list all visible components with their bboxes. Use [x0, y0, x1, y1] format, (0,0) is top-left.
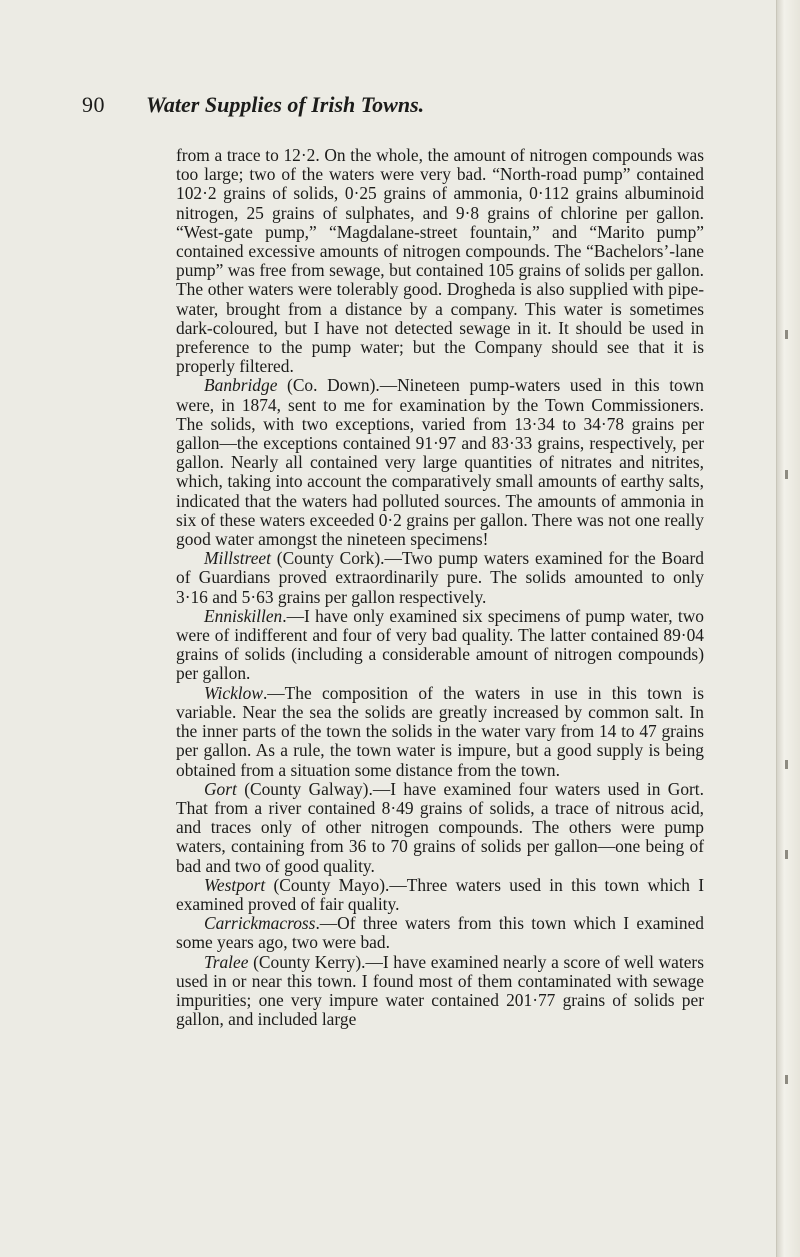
paragraph-enniskillen: Enniskillen.—I have only examined six specimens of pump water, two were of indifferent and four of very bad quality. The latter contained 89·04 grains of solids (including a considerable amount of nitrogen compounds) per gallon. — [176, 605, 704, 684]
paragraph-gort: Gort (County Galway).—I have examined four waters used in Gort. That from a river contained 8·49 grains of solids, a trace of nitrous acid, and traces only of other nitrogen compounds. The others were pump waters, containing from 36 to 70 grains of solids per gallon—one being of bad and two of good quality. — [176, 778, 704, 876]
running-title: Water Supplies of Irish Towns. — [146, 92, 425, 117]
place-name: Banbridge — [204, 375, 278, 396]
place-name: Wicklow — [204, 682, 263, 703]
place-name: Millstreet — [204, 548, 271, 569]
edge-mark — [785, 330, 788, 339]
paragraph-wicklow: Wicklow.—The composition of the waters in use in this town is variable. Near the sea the solids are greatly increased by common salt. In the inner parts of the town the solids in the water vary from 14 to 47 grains per gallon. As a rule, the town water is impure, but a good supply is being obtained from a situation some distance from the town. — [176, 682, 704, 780]
place-name: Tralee — [204, 951, 249, 972]
place-name: Carrickmacross — [204, 913, 316, 934]
edge-mark — [785, 470, 788, 479]
paragraph-millstreet: Millstreet (County Cork).—Two pump waters examined for the Board of Guardians proved extraordinarily pure. The solids amounted to only 3·16 and 5·63 grains per gallon respectively. — [176, 548, 704, 607]
adjacent-page-edge — [776, 0, 800, 1257]
place-name: Gort — [204, 778, 237, 799]
paragraph-westport: Westport (County Mayo).—Three waters used in this town which I examined proved of fair quality. — [176, 874, 704, 914]
paragraph-tralee: Tralee (County Kerry).—I have examined nearly a score of well waters used in or near this town. I found most of them contaminated with sewage impurities; one very impure water contained 201·77 grains of solids per gallon, and included large — [176, 951, 704, 1030]
paragraph-carrickmacross: Carrickmacross.—Of three waters from this town which I examined some years ago, two were bad. — [176, 913, 704, 953]
edge-mark — [785, 1075, 788, 1084]
edge-mark — [785, 760, 788, 769]
page-header — [82, 92, 682, 132]
paragraph-banbridge: Banbridge (Co. Down).—Nineteen pump-waters used in this town were, in 1874, sent to me for examination by the Town Commissioners. The solids, with two exceptions, varied from 13·34 to 34·78 grains per gallon—the exceptions contained 91·97 and 83·33 grains, respectively, per gallon. Nearly all contained very large quantities of nitrates and nitrites, which, taking into account the comparatively small amounts of earthy salts, indicated that the waters had polluted sources. The amounts of ammonia in six of these waters exceeded 0·2 grains per gallon. There was not one really good water amongst the nineteen specimens! — [176, 375, 704, 550]
paragraph-drogheda-continued: from a trace to 12·2. On the whole, the amount of nitrogen compounds was too large; two of the waters were very bad. “North-road pump” contained 102·2 grains of solids, 0·25 grains of ammonia, 0·112 grains albuminoid nitrogen, 25 grains of sulphates, and 9·8 grains of chlorine per gallon. “West-gate pump,” “Magdalane-street fountain,” and “Marito pump” contained excessive amounts of nitrogen compounds. The “Bachelors’-lane pump” was free from sewage, but contained 105 grains of solids per gallon. The other waters were tolerably good. Drogheda is also supplied with pipe-water, brought from a distance by a company. This water is sometimes dark-coloured, but I have not detected sewage in it. It should be used in preference to the pump water; but the Company should see that it is properly filtered. — [176, 145, 704, 377]
page-number: 90 — [82, 92, 105, 117]
place-name: Westport — [204, 874, 266, 895]
edge-mark — [785, 850, 788, 859]
place-name: Enniskillen — [204, 605, 283, 626]
body-text — [176, 146, 704, 1029]
